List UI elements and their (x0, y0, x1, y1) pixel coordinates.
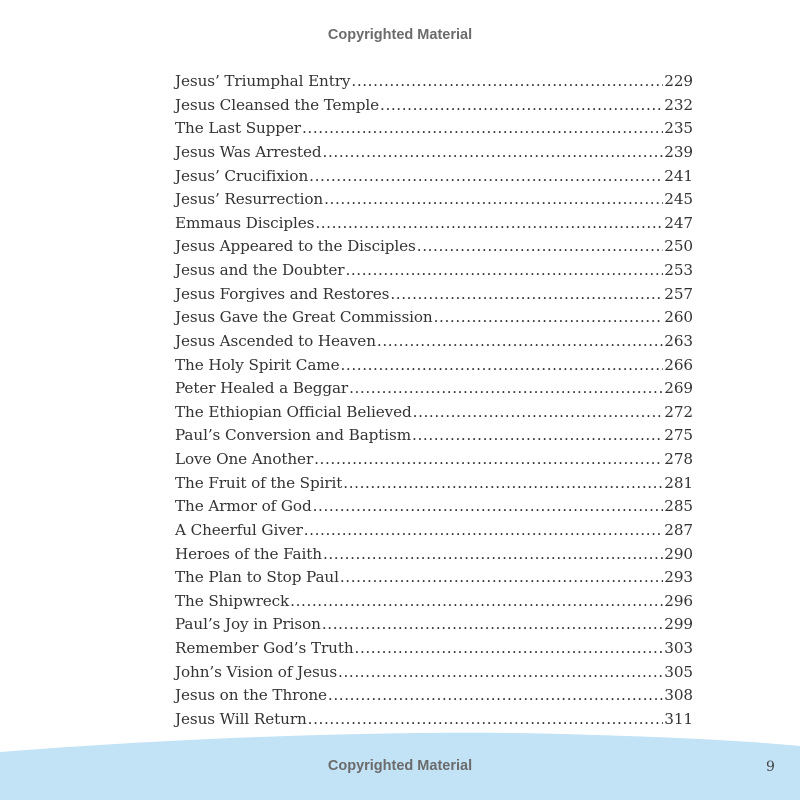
toc-entry-page: 232 (664, 95, 693, 114)
toc-entry-page: 245 (664, 190, 693, 209)
toc-entry-page: 275 (664, 426, 693, 445)
toc-entry-page: 241 (664, 166, 693, 185)
toc-entry-title: Jesus Will Return (175, 709, 307, 728)
toc-entry-title: A Cheerful Giver (175, 520, 303, 539)
toc-entry (175, 403, 693, 427)
toc-entry-page: 293 (664, 568, 693, 587)
toc-entry-title: Jesus Appeared to the Disciples (175, 237, 416, 256)
dot-leader (380, 96, 663, 114)
toc-entry-page: 299 (664, 615, 693, 634)
toc-entry-page: 269 (664, 379, 693, 398)
toc-entry-page: 263 (664, 331, 693, 350)
toc-entry (175, 379, 693, 403)
toc-entry-title: Jesus Was Arrested (175, 142, 322, 161)
toc-entry-page: 253 (664, 261, 693, 279)
toc-entry (175, 285, 693, 309)
toc-entry (175, 686, 693, 710)
dot-leader (309, 167, 663, 185)
toc-entry (175, 261, 693, 285)
toc-entry-title: Jesus’ Crucifixion (175, 166, 309, 185)
toc-entry-title: Paul’s Conversion and Baptism (175, 426, 412, 445)
toc-entry (175, 237, 693, 261)
toc-entry-title: The Last Supper (175, 119, 301, 138)
toc-entry-title: Paul’s Joy in Prison (175, 615, 321, 634)
toc-entry (175, 663, 693, 687)
toc-entry (175, 308, 693, 332)
toc-entry-page: 305 (664, 662, 693, 681)
dot-leader (345, 261, 663, 279)
toc-entry-page: 235 (664, 119, 693, 138)
toc-entry (175, 167, 693, 191)
toc-entry-title: The Armor of God (175, 497, 312, 516)
toc-entry (175, 96, 693, 120)
toc-entry-page: 257 (664, 284, 693, 303)
table-of-contents (175, 72, 693, 734)
toc-entry (175, 545, 693, 569)
toc-entry-page: 278 (664, 450, 693, 468)
toc-entry-title: The Fruit of the Spirit (175, 473, 343, 492)
toc-entry (175, 332, 693, 356)
toc-entry-title: The Holy Spirit Came (175, 355, 340, 374)
dot-leader (355, 639, 664, 657)
dot-leader (351, 72, 663, 90)
toc-entry (175, 639, 693, 663)
dot-leader (304, 521, 664, 539)
toc-entry-title: Peter Healed a Beggar (175, 379, 349, 398)
toc-entry-title: The Plan to Stop Paul (175, 568, 339, 587)
toc-entry-title: The Ethiopian Official Believed (175, 402, 412, 421)
toc-entry-title: The Shipwreck (175, 591, 290, 610)
toc-entry (175, 474, 693, 498)
toc-entry-page: 281 (664, 473, 693, 492)
dot-leader (434, 308, 664, 326)
dot-leader (308, 710, 664, 728)
toc-entry (175, 119, 693, 143)
dot-leader (417, 237, 664, 255)
toc-entry (175, 592, 693, 616)
dot-leader (315, 214, 663, 232)
toc-entry-title: Jesus and the Doubter (175, 261, 345, 279)
toc-entry (175, 615, 693, 639)
dot-leader (302, 119, 663, 137)
toc-entry-title: Jesus Gave the Great Commission (175, 308, 433, 327)
dot-leader (313, 497, 664, 515)
dot-leader (390, 285, 663, 303)
toc-entry-page: 250 (664, 237, 693, 256)
toc-entry-page: 260 (664, 308, 693, 327)
dot-leader (322, 615, 663, 633)
dot-leader (343, 474, 663, 492)
toc-entry-title: Jesus on the Throne (175, 686, 327, 705)
toc-entry (175, 190, 693, 214)
dot-leader (340, 568, 663, 586)
toc-entry-title: John’s Vision of Jesus (175, 662, 338, 681)
page-number: 9 (766, 759, 775, 775)
dot-leader (349, 379, 663, 397)
toc-entry-page: 239 (664, 142, 693, 161)
dot-leader (377, 332, 663, 350)
toc-entry-page: 287 (664, 520, 693, 539)
toc-entry (175, 497, 693, 521)
dot-leader (323, 545, 663, 563)
toc-entry (175, 568, 693, 592)
dot-leader (412, 426, 663, 444)
dot-leader (290, 592, 663, 610)
dot-leader (328, 686, 663, 704)
toc-entry (175, 214, 693, 238)
toc-entry-page: 296 (664, 591, 693, 610)
toc-entry-title: Jesus’ Triumphal Entry (175, 72, 351, 90)
toc-entry-title: Jesus Forgives and Restores (175, 284, 390, 303)
toc-entry-title: Remember God’s Truth (175, 639, 354, 657)
toc-entry-page: 303 (664, 639, 693, 657)
copyright-watermark-bottom: Copyrighted Material (327, 758, 473, 774)
toc-entry (175, 143, 693, 167)
toc-entry-page: 266 (664, 355, 693, 374)
toc-entry-page: 290 (664, 544, 693, 563)
toc-entry-page: 285 (664, 497, 693, 516)
toc-entry-title: Jesus Ascended to Heaven (175, 331, 376, 350)
dot-leader (413, 403, 664, 421)
toc-entry (175, 521, 693, 545)
toc-entry (175, 356, 693, 380)
toc-entry (175, 426, 693, 450)
toc-entry (175, 72, 693, 96)
toc-entry-title: Love One Another (175, 450, 314, 468)
toc-entry-page: 247 (664, 213, 693, 232)
dot-leader (338, 663, 663, 681)
dot-leader (324, 190, 663, 208)
toc-entry-title: Emmaus Disciples (175, 213, 315, 232)
toc-entry-page: 229 (664, 72, 693, 90)
copyright-watermark-top: Copyrighted Material (327, 27, 473, 43)
toc-entry-page: 311 (664, 709, 693, 728)
toc-entry-title: Heroes of the Faith (175, 544, 322, 563)
toc-entry (175, 450, 693, 474)
dot-leader (340, 356, 663, 374)
dot-leader (314, 450, 663, 468)
toc-entry-title: Jesus’ Resurrection (175, 190, 324, 209)
toc-entry-page: 272 (664, 402, 693, 421)
dot-leader (323, 143, 664, 161)
toc-entry-title: Jesus Cleansed the Temple (175, 95, 380, 114)
toc-entry-page: 308 (664, 686, 693, 705)
